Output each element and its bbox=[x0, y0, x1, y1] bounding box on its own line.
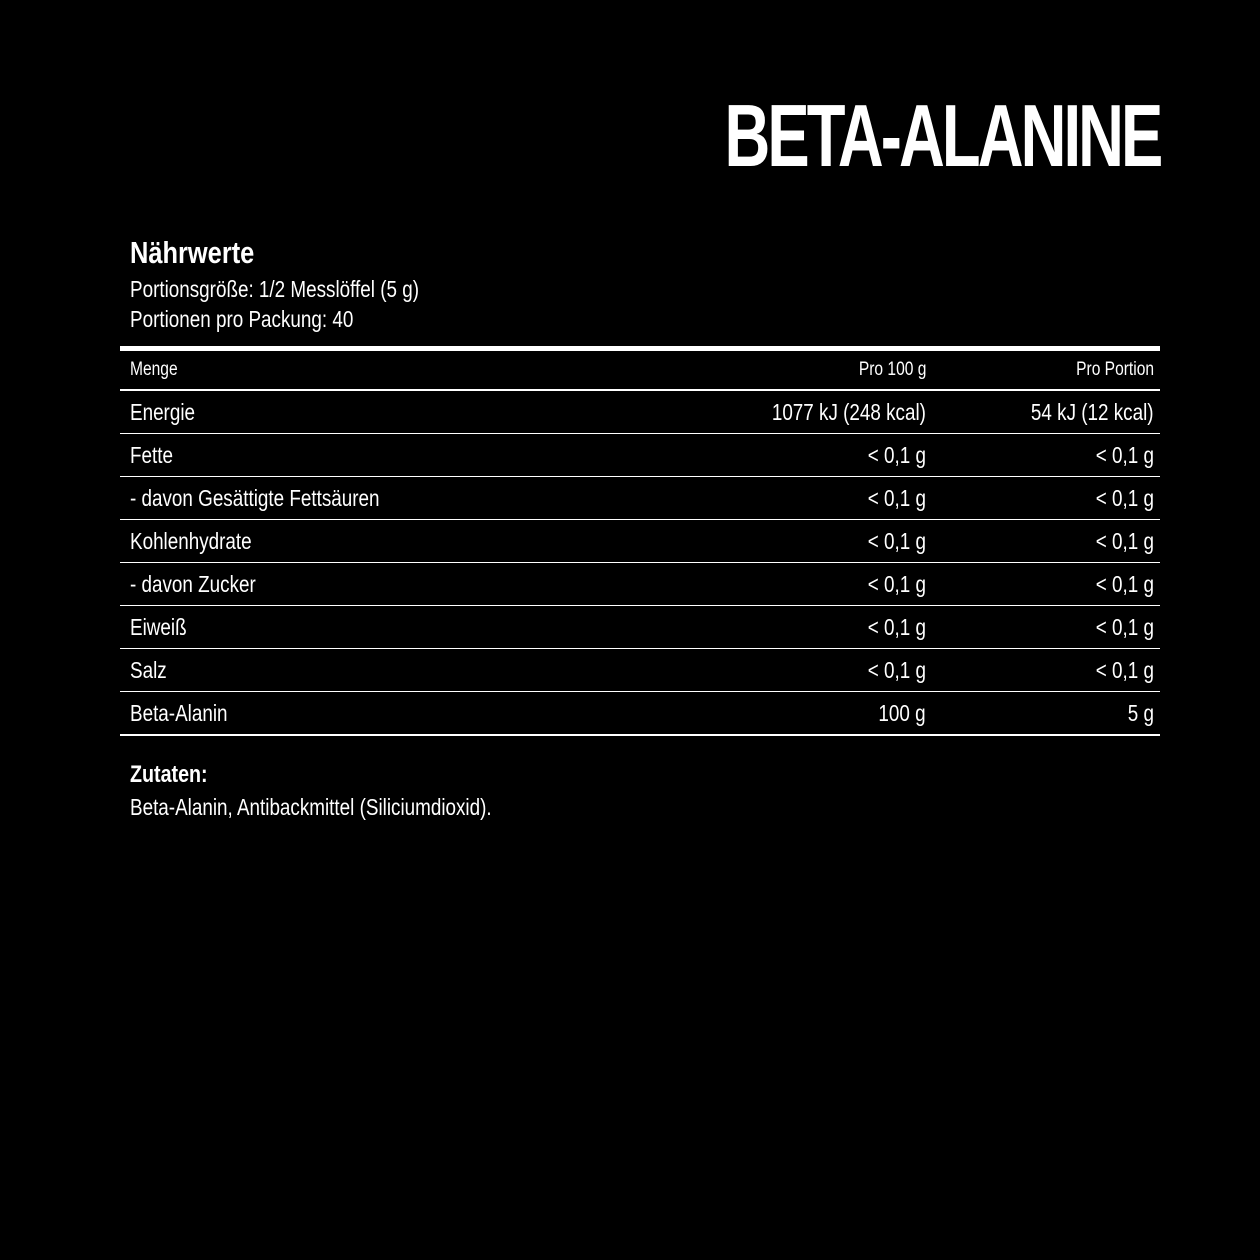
value-per-portion bbox=[926, 442, 1160, 469]
ingredients-heading-text: Zutaten: bbox=[130, 761, 208, 788]
value-per-portion-text: 5 g bbox=[1127, 699, 1154, 726]
column-header-per-portion-text: Pro Portion bbox=[1076, 359, 1154, 380]
nutrient-name-text: - davon Gesättigte Fettsäuren bbox=[130, 484, 380, 511]
value-per-100g bbox=[680, 528, 926, 555]
column-header-name bbox=[120, 359, 680, 381]
nutrition-panel bbox=[120, 232, 1160, 822]
value-per-100g bbox=[680, 399, 926, 426]
value-per-100g-text: < 0,1 g bbox=[867, 441, 926, 468]
serving-size-text: Portionsgröße: 1/2 Messlöffel (5 g) bbox=[130, 276, 419, 302]
nutrient-name bbox=[120, 614, 680, 641]
nutrient-name bbox=[120, 399, 680, 426]
table-row bbox=[120, 692, 1160, 734]
value-per-portion-text: < 0,1 g bbox=[1095, 484, 1154, 511]
nutrient-name-text: Fette bbox=[130, 441, 173, 468]
nutrition-heading-text: Nährwerte bbox=[130, 235, 255, 270]
value-per-portion-text: < 0,1 g bbox=[1095, 656, 1154, 683]
ingredients-heading bbox=[130, 758, 1160, 792]
value-per-portion bbox=[926, 485, 1160, 512]
value-per-portion bbox=[926, 399, 1160, 426]
value-per-100g-text: 100 g bbox=[878, 699, 926, 726]
table-header-row bbox=[120, 351, 1160, 391]
value-per-portion-text: < 0,1 g bbox=[1095, 527, 1154, 554]
column-header-per-100g-text: Pro 100 g bbox=[858, 359, 926, 380]
value-per-100g-text: < 0,1 g bbox=[867, 570, 926, 597]
value-per-100g-text: < 0,1 g bbox=[867, 613, 926, 640]
value-per-100g bbox=[680, 442, 926, 469]
servings-per-pack bbox=[130, 304, 1160, 334]
serving-size bbox=[130, 274, 1160, 304]
table-row bbox=[120, 520, 1160, 563]
value-per-100g-text: < 0,1 g bbox=[867, 527, 926, 554]
nutrient-name-text: Energie bbox=[130, 398, 196, 425]
value-per-portion bbox=[926, 700, 1160, 727]
table-row bbox=[120, 563, 1160, 606]
nutrient-name bbox=[120, 528, 680, 555]
ingredients-section bbox=[120, 758, 1160, 822]
table-row bbox=[120, 391, 1160, 434]
value-per-100g bbox=[680, 657, 926, 684]
table-row bbox=[120, 477, 1160, 520]
nutrition-table bbox=[120, 346, 1160, 736]
nutrient-name-text: Beta-Alanin bbox=[130, 699, 228, 726]
table-row bbox=[120, 606, 1160, 649]
value-per-portion-text: 54 kJ (12 kcal) bbox=[1031, 398, 1154, 425]
nutrient-name bbox=[120, 571, 680, 598]
nutrient-name bbox=[120, 700, 680, 727]
ingredients-list-text: Beta-Alanin, Antibackmittel (Siliciumdioxid). bbox=[130, 794, 492, 820]
column-header-name-text: Menge bbox=[130, 359, 178, 380]
column-header-per-100g bbox=[680, 359, 926, 381]
nutrient-name bbox=[120, 657, 680, 684]
column-header-per-portion bbox=[926, 359, 1160, 381]
value-per-portion-text: < 0,1 g bbox=[1095, 441, 1154, 468]
value-per-100g-text: < 0,1 g bbox=[867, 656, 926, 683]
nutrient-name-text: Eiweiß bbox=[130, 613, 187, 640]
value-per-portion bbox=[926, 528, 1160, 555]
value-per-portion bbox=[926, 571, 1160, 598]
servings-per-pack-text: Portionen pro Packung: 40 bbox=[130, 306, 354, 332]
nutrient-name bbox=[120, 485, 680, 512]
value-per-portion-text: < 0,1 g bbox=[1095, 570, 1154, 597]
value-per-portion bbox=[926, 614, 1160, 641]
nutrient-name bbox=[120, 442, 680, 469]
table-row bbox=[120, 649, 1160, 692]
ingredients-list bbox=[130, 792, 1160, 822]
product-title: BETA-ALANINE bbox=[724, 86, 1160, 185]
nutrient-name-text: Salz bbox=[130, 656, 167, 683]
value-per-portion-text: < 0,1 g bbox=[1095, 613, 1154, 640]
value-per-100g bbox=[680, 700, 926, 727]
nutrient-name-text: Kohlenhydrate bbox=[130, 527, 252, 554]
nutrient-name-text: - davon Zucker bbox=[130, 570, 256, 597]
value-per-100g-text: 1077 kJ (248 kcal) bbox=[771, 398, 926, 425]
value-per-100g bbox=[680, 485, 926, 512]
value-per-100g bbox=[680, 571, 926, 598]
value-per-portion bbox=[926, 657, 1160, 684]
table-row bbox=[120, 434, 1160, 477]
nutrition-heading bbox=[130, 232, 1160, 274]
value-per-100g-text: < 0,1 g bbox=[867, 484, 926, 511]
value-per-100g bbox=[680, 614, 926, 641]
